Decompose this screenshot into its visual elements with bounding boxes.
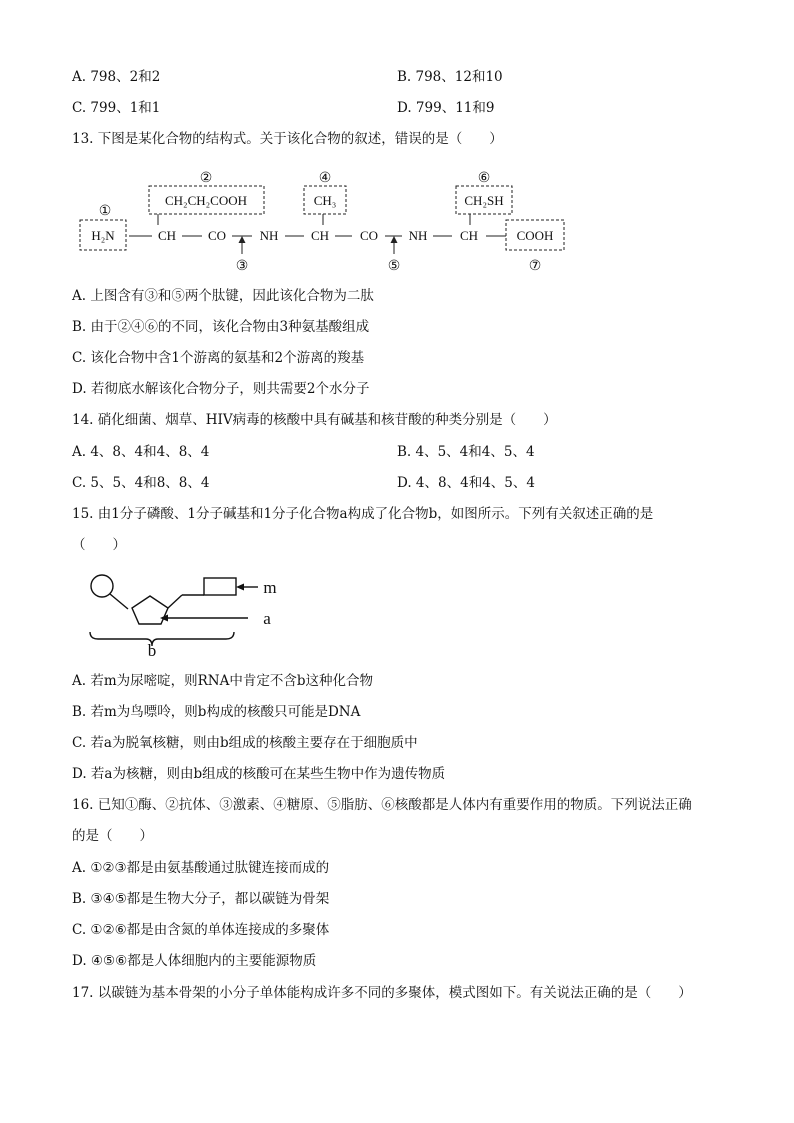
chain-nh-2: NH xyxy=(408,228,428,243)
q12-option-a: A. 798、2和2 xyxy=(72,69,161,85)
q14-option-d: D. 4、8、4和4、5、4 xyxy=(397,475,535,491)
q12-option-c: C. 799、1和1 xyxy=(72,100,161,116)
q13-option-d: D. 若彻底水解该化合物分子，则共需要2个水分子 xyxy=(72,381,370,397)
q14-option-b: B. 4、5、4和4、5、4 xyxy=(397,444,535,460)
q16-option-d: D. ④⑤⑥都是人体细胞内的主要能源物质 xyxy=(72,953,317,969)
q13-option-c: C. 该化合物中含1个游离的氨基和2个游离的羧基 xyxy=(72,350,365,366)
q14-option-c: C. 5、5、4和8、8、4 xyxy=(72,475,210,491)
chain-ch-1: CH xyxy=(157,228,177,243)
chain-ch-2: CH xyxy=(310,228,330,243)
q14-stem: 14. 硝化细菌、烟草、HIV病毒的核酸中具有碱基和核苷酸的种类分别是（ ） xyxy=(72,412,557,428)
side-chain-3: CH₂SH xyxy=(464,193,504,208)
q16-stem-line1: 16. 已知①酶、②抗体、③激素、④糖原、⑤脂肪、⑥核酸都是人体内有重要作用的物质。下列说法正确 xyxy=(72,797,692,813)
q17-stem: 17. 以碳链为基本骨架的小分子单体能构成许多不同的多聚体，模式图如下。有关说法正确的是（ ） xyxy=(72,985,692,1001)
q12-option-b: B. 798、12和10 xyxy=(397,69,503,85)
q15-stem-line1: 15. 由1分子磷酸、1分子碱基和1分子化合物a构成了化合物b，如图所示。下列有关叙述正确的是 xyxy=(72,506,654,522)
q15-option-a: A. 若m为尿嘧啶，则RNA中肯定不含b这种化合物 xyxy=(72,673,374,689)
marker-1: ① xyxy=(98,204,112,219)
marker-7: ⑦ xyxy=(528,259,542,274)
q14-option-a: A. 4、8、4和4、8、4 xyxy=(72,444,210,460)
chain-carboxyl: COOH xyxy=(516,228,554,243)
chain-co-2: CO xyxy=(359,228,379,243)
chain-co-1: CO xyxy=(207,228,227,243)
q15-option-c: C. 若a为脱氧核糖，则由b组成的核酸主要存在于细胞质中 xyxy=(72,735,418,751)
q12-option-d: D. 799、11和9 xyxy=(397,100,495,116)
marker-2: ② xyxy=(199,171,213,186)
marker-4: ④ xyxy=(318,171,332,186)
q15-option-d: D. 若a为核糖，则由b组成的核酸可在某些生物中作为遗传物质 xyxy=(72,766,446,782)
pentose-sugar xyxy=(132,596,168,624)
q16-option-c: C. ①②⑥都是由含氮的单体连接成的多聚体 xyxy=(72,922,330,938)
nucleotide-diagram xyxy=(80,568,300,658)
label-a: a xyxy=(263,609,271,628)
chain-nh-1: NH xyxy=(259,228,279,243)
q13-stem: 13. 下图是某化合物的结构式。关于该化合物的叙述，错误的是（ ） xyxy=(72,131,503,147)
q13-option-b: B. 由于②④⑥的不同，该化合物由3种氨基酸组成 xyxy=(72,319,370,335)
chain-amino: H₂N xyxy=(91,228,115,243)
label-m: m xyxy=(263,578,277,597)
marker-5: ⑤ xyxy=(387,259,401,274)
q16-option-b: B. ③④⑤都是生物大分子，都以碳链为骨架 xyxy=(72,891,330,907)
peptide-structure-diagram xyxy=(72,160,572,278)
chain-ch-3: CH xyxy=(459,228,479,243)
q16-option-a: A. ①②③都是由氨基酸通过肽键连接而成的 xyxy=(72,860,330,876)
q16-stem-line2: 的是（ ） xyxy=(72,828,153,844)
label-b: b xyxy=(147,641,157,658)
side-chain-2: CH₃ xyxy=(313,193,337,208)
q15-option-b: B. 若m为鸟嘌呤，则b构成的核酸只可能是DNA xyxy=(72,704,361,720)
phosphate-circle xyxy=(91,575,113,597)
side-chain-1: CH₂CH₂COOH xyxy=(164,193,248,208)
q13-option-a: A. 上图含有③和⑤两个肽键，因此该化合物为二肽 xyxy=(72,288,374,304)
q15-stem-line2: （ ） xyxy=(72,537,126,553)
base-box xyxy=(204,578,236,595)
marker-3: ③ xyxy=(235,259,249,274)
marker-6: ⑥ xyxy=(477,171,491,186)
